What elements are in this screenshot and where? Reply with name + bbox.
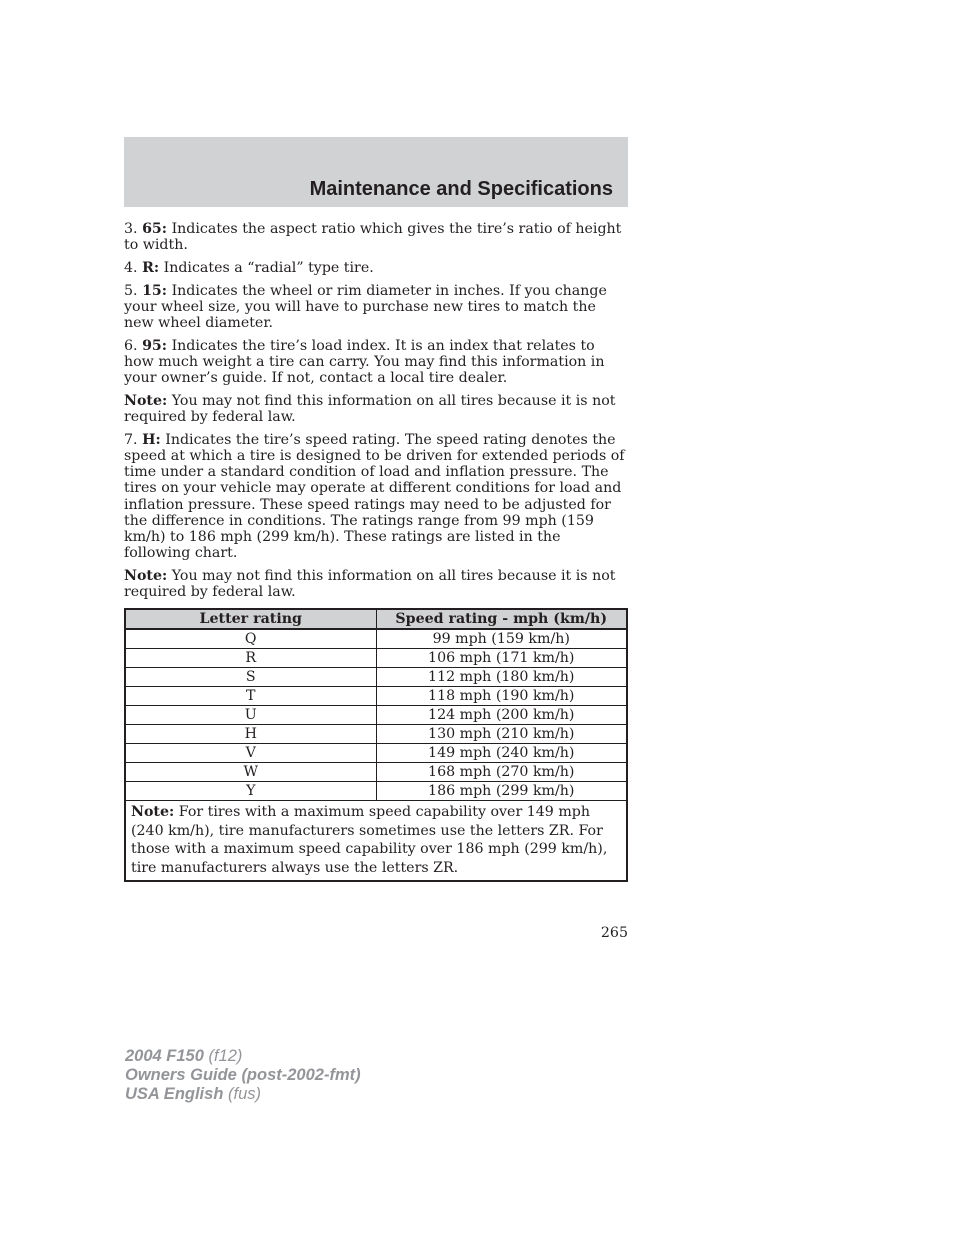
table-row — [125, 687, 627, 706]
speed-cell: 149 mph (240 km/h) — [376, 744, 627, 763]
page-number: 265 — [600, 925, 628, 941]
column-header-speed-rating: Speed rating - mph (km/h) — [376, 609, 627, 629]
document-footer — [125, 1047, 361, 1104]
footer-language-code: (fus) — [228, 1085, 261, 1103]
list-item — [124, 260, 628, 276]
letter-cell: T — [125, 687, 376, 706]
footer-line-language — [125, 1085, 361, 1104]
note-text: You may not find this information on all tires because it is not required by federal law. — [124, 392, 616, 426]
item-text: Indicates the tire’s speed rating. The speed rating denotes the speed at which a tire is designed to be driven for extended periods of time under a standard condition of load and inflation pressure. The tires on your vehicle may operate at different conditions for load and inflation pressure. These speed ratings may need to be adjusted for the difference in conditions. The ratings range from 99 mph (159 km/h) to 186 mph (299 km/h). These ratings are listed in the following chart. — [124, 431, 625, 562]
item-text: Indicates the tire’s load index. It is an index that relates to how much weight a tire can carry. You may find this information in your owner’s guide. If not, contact a local tire dealer. — [124, 337, 605, 387]
letter-cell: Q — [125, 629, 376, 649]
list-item — [124, 338, 628, 387]
item-number: 6. — [124, 337, 138, 354]
speed-cell: 118 mph (190 km/h) — [376, 687, 627, 706]
note-label: Note: — [131, 804, 175, 821]
table-row — [125, 706, 627, 725]
item-text: Indicates a “radial” type tire. — [163, 259, 374, 276]
item-number: 3. — [124, 221, 138, 237]
note-label: Note: — [124, 392, 168, 409]
list-item — [124, 283, 628, 332]
table-note-cell — [125, 801, 627, 881]
speed-cell: 124 mph (200 km/h) — [376, 706, 627, 725]
section-header-band — [124, 137, 628, 207]
note-text: You may not find this information on all tires because it is not required by federal law. — [124, 567, 616, 601]
speed-cell: 130 mph (210 km/h) — [376, 725, 627, 744]
table-row — [125, 782, 627, 801]
footer-model: 2004 F150 — [125, 1047, 204, 1065]
note-text: For tires with a maximum speed capability over 149 mph (240 km/h), tire manufacturers sometimes use the letters ZR. For those with a maximum speed capability over 186 mph (299 km/h), tire manufacturers always use the letters ZR. — [131, 804, 608, 877]
table-header-row — [125, 609, 627, 629]
speed-cell: 99 mph (159 km/h) — [376, 629, 627, 649]
item-code: H: — [142, 431, 161, 448]
table-row — [125, 763, 627, 782]
footer-language: USA English — [125, 1085, 224, 1103]
table-row — [125, 629, 627, 649]
section-title: Maintenance and Specifications — [309, 178, 613, 200]
item-number: 5. — [124, 282, 138, 299]
letter-cell: Y — [125, 782, 376, 801]
letter-cell: S — [125, 668, 376, 687]
letter-cell: H — [125, 725, 376, 744]
item-code: 15: — [142, 282, 168, 299]
column-header-letter-rating: Letter rating — [125, 609, 376, 629]
speed-cell: 112 mph (180 km/h) — [376, 668, 627, 687]
speed-cell: 106 mph (171 km/h) — [376, 649, 627, 668]
speed-cell: 186 mph (299 km/h) — [376, 782, 627, 801]
table-row — [125, 744, 627, 763]
table-row — [125, 725, 627, 744]
page-content — [124, 221, 628, 882]
list-item — [124, 432, 628, 562]
letter-cell: U — [125, 706, 376, 725]
item-number: 4. — [124, 259, 138, 276]
note-label: Note: — [124, 567, 168, 584]
letter-cell: V — [125, 744, 376, 763]
item-code: 95: — [142, 337, 168, 354]
item-text: Indicates the wheel or rim diameter in inches. If you change your wheel size, you will have to purchase new tires to match the new wheel diameter. — [124, 282, 607, 332]
footer-model-code: (f12) — [208, 1047, 243, 1065]
table-note-row — [125, 801, 627, 881]
note-paragraph — [124, 568, 628, 600]
speed-rating-table — [124, 608, 628, 881]
letter-cell: R — [125, 649, 376, 668]
footer-line-model — [125, 1047, 361, 1066]
footer-guide: Owners Guide (post-2002-fmt) — [125, 1066, 361, 1084]
item-code: 65: — [142, 221, 168, 237]
speed-cell: 168 mph (270 km/h) — [376, 763, 627, 782]
note-paragraph — [124, 393, 628, 425]
item-text: Indicates the aspect ratio which gives the tire’s ratio of height to width. — [124, 221, 622, 254]
letter-cell: W — [125, 763, 376, 782]
item-number: 7. — [124, 431, 138, 448]
item-code: R: — [142, 259, 160, 276]
list-item — [124, 221, 628, 253]
table-row — [125, 649, 627, 668]
table-row — [125, 668, 627, 687]
